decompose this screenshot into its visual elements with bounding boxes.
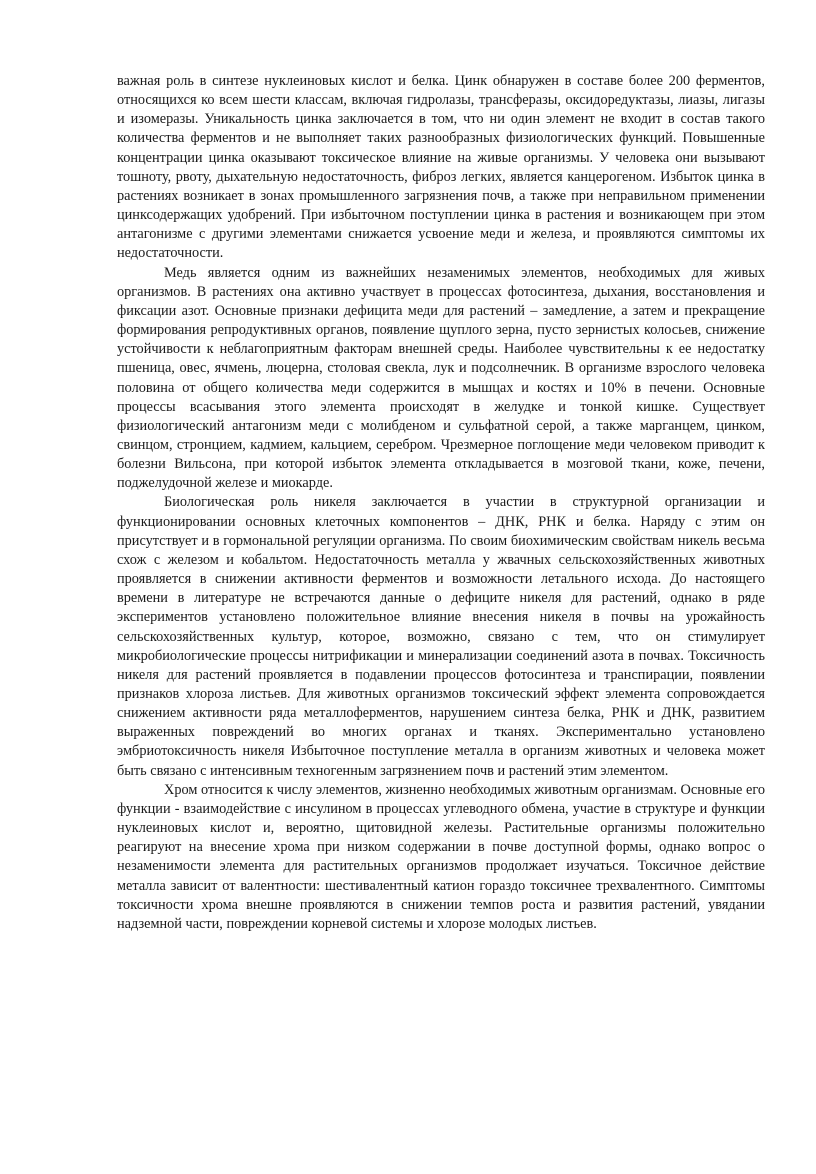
paragraph-chromium: Хром относится к числу элементов, жизненно необходимых животным организмам. Основные его функции - взаимодействие с инсулином в процессах углеводного обмена, участие в структуре и функции нуклеиновых кислот и, вероятно, щитовидной железы. Растительные организмы положительно реагируют на внесение хрома при низком содержании в почве доступной формы, однако вопрос о незаменимости элемента для растительных организмов продолжает изучаться. Токсичное действие металла зависит от валентности: шестивалентный катион гораздо токсичнее трехвалентного. Симптомы токсичности хрома внешне проявляются в снижении темпов роста и развития растений, увядании надземной части, повреждении корневой системы и хлорозе молодых листьев.: [117, 781, 765, 932]
paragraph-zinc-continued: важная роль в синтезе нуклеиновых кислот и белка. Цинк обнаружен в составе более 200 ферментов, относящихся ко всем шести классам, включая гидролазы, трансферазы, оксидоредуктазы, лиазы, лигазы и изомеразы. Уникальность цинка заключается в том, что ни один элемент не входит в состав такого количества ферментов и не выполняет таких разнообразных физиологических функций. Повышенные концентрации цинка оказывают токсическое влияние на живые организмы. У человека они вызывают тошноту, рвоту, дыхательную недостаточность, фиброз легких, является канцерогеном. Избыток цинка в растениях возникает в зонах промышленного загрязнения почв, а также при неправильном применении цинксодержащих удобрений. При избыточном поступлении цинка в растения и возникающем при этом антагонизме с другими элементами снижается усвоение меди и железа, и проявляются симптомы их недостаточности.: [117, 73, 765, 262]
document-page: [117, 72, 765, 934]
paragraph-copper: Медь является одним из важнейших незаменимых элементов, необходимых для живых организмов. В растениях она активно участвует в процессах фотосинтеза, дыхания, восстановления и фиксации азот. Основные признаки дефицита меди для растений – замедление, а затем и прекращение формирования репродуктивных органов, появление щуплого зерна, пусто зернистых колосьев, снижение устойчивости к неблагоприятным факторам внешней среды. Наиболее чувствительны к ее недостатку пшеница, овес, ячмень, люцерна, столовая свекла, лук и подсолнечник. В организме взрослого человека половина от общего количества меди содержится в мышцах и костях и 10% в печени. Основные процессы всасывания этого элемента происходят в желудке и тонкой кишке. Существует физиологический антагонизм меди с молибденом и сульфатной серой, а также марганцем, цинком, свинцом, стронцием, кадмием, кальцием, серебром. Чрезмерное поглощение меди человеком приводит к болезни Вильсона, при которой избыток элемента откладывается в мозговой ткани, коже, печени, поджелудочной железе и миокарде.: [117, 264, 765, 492]
paragraph-nickel: Биологическая роль никеля заключается в участии в структурной организации и функционировании основных клеточных компонентов – ДНК, РНК и белка. Наряду с этим он присутствует и в гормональной регуляции организма. По своим биохимическим свойствам никель весьма схож с железом и кобальтом. Недостаточность металла у жвачных сельскохозяйственных животных проявляется в снижении активности ферментов и возможности летального исхода. До настоящего времени в литературе не встречаются данные о дефиците никеля для растений, однако в ряде экспериментов установлено положительное влияние внесения никеля в почвы на урожайность сельскохозяйственных культур, которое, возможно, связано с тем, что он стимулирует микробиологические процессы нитрификации и минерализации соединений азота в почвах. Токсичность никеля для растений проявляется в подавлении процессов фотосинтеза и транспирации, появлении признаков хлороза листьев. Для животных организмов токсический эффект элемента сопровождается снижением активности ряда металлоферментов, нарушением синтеза белка, РНК и ДНК, развитием выраженных повреждений во многих органах и тканях. Экспериментально установлено эмбриотоксичность никеля Избыточное поступление металла в организм животных и человека может быть связано с интенсивным техногенным загрязнением почв и растений этим элементом.: [117, 494, 765, 779]
